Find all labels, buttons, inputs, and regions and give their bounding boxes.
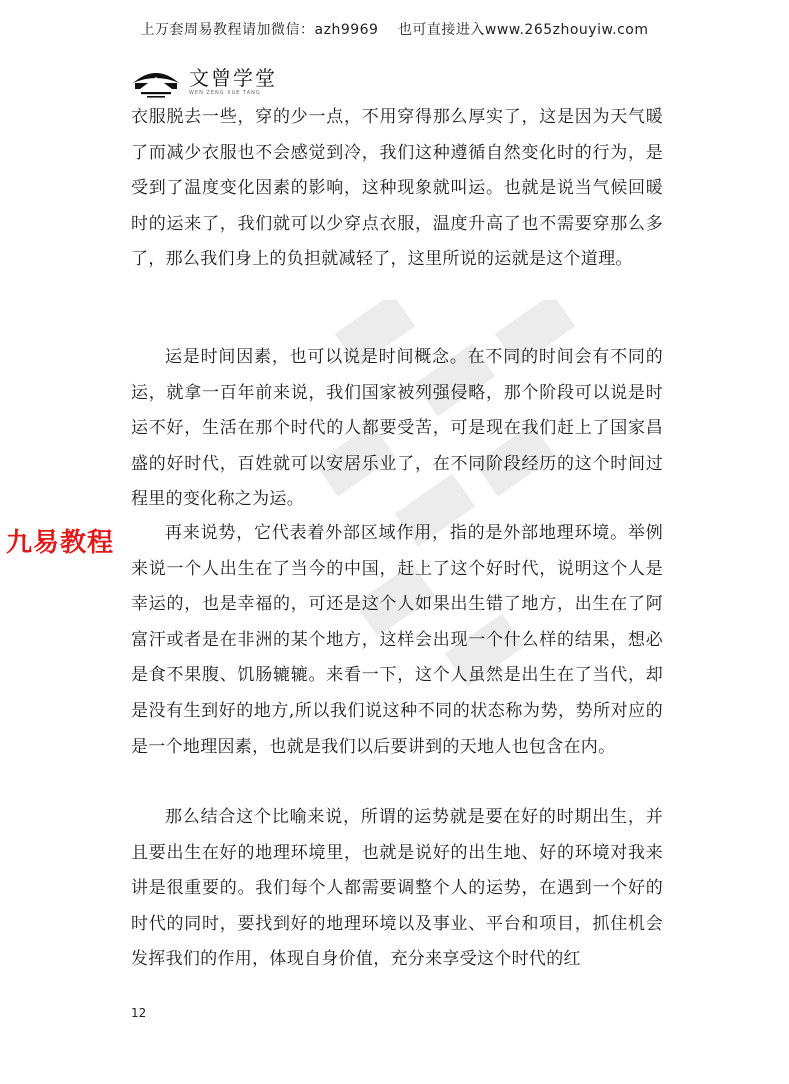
paragraph-text: 运是时间因素，也可以说是时间概念。在不同的时间会有不同的运，就拿一百年前来说，我们国家被列强侵略，那个阶段可以说是时运不好，生活在那个时代的人都要受苦，可是现在我们赶上了国家昌盛的好时代，百姓就可以安居乐业了，在不同阶段经历的这个时间过程里的变化称之为运。 [131, 347, 663, 510]
paragraph-4 [131, 800, 663, 978]
page-number: 12 [131, 1006, 147, 1020]
pavilion-roof-icon [131, 65, 181, 99]
paragraph-2 [131, 340, 663, 518]
paragraph-text: 衣服脱去一些，穿的少一点，不用穿得那么厚实了，这是因为天气暖了而减少衣服也不会感觉到冷，我们这种遵循自然变化时的行为，是受到了温度变化因素的影响，这种现象就叫运。也就是说当气候回暖时的运来了，我们就可以少穿点衣服，温度升高了也不需要穿那么多了，那么我们身上的负担就减轻了，这里所说的运就是这个道理。 [131, 107, 663, 270]
paragraph-text: 再来说势，它代表着外部区域作用，指的是外部地理环境。举例来说一个人出生在了当今的中国，赶上了这个好时代，说明这个人是幸运的，也是幸福的，可还是这个人如果出生错了地方，出生在了阿富汗或者是在非洲的某个地方，这样会出现一个什么样的结果，想必是食不果腹、饥肠辘辘。来看一下，这个人虽然是出生在了当代，却是没有生到好的地方,所以我们说这种不同的状态称为势，势所对应的是一个地理因素，也就是我们以后要讲到的天地人也包含在内。 [131, 523, 663, 757]
logo-subtitle: WEN ZENG XUE TANG [189, 90, 261, 96]
publisher-logo [131, 62, 277, 102]
red-watermark-text: 九易教程 [6, 528, 115, 558]
paragraph-text: 那么结合这个比喻来说，所谓的运势就是要在好的时期出生，并且要出生在好的地理环境里，也就是说好的出生地、好的环境对我来讲是很重要的。我们每个人都需要调整个人的运势，在遇到一个好的时代的同时，要找到好的地理环境以及事业、平台和项目，抓住机会发挥我们的作用，体现自身价值，充分来享受这个时代的红 [131, 807, 663, 970]
logo-name: 文曾学堂 [189, 66, 277, 90]
header-banner: 上万套周易教程请加微信：azh9969 也可直接进入www.265zhouyiw.com [140, 22, 649, 38]
paragraph-3 [131, 516, 663, 765]
paragraph-1 [131, 100, 663, 278]
